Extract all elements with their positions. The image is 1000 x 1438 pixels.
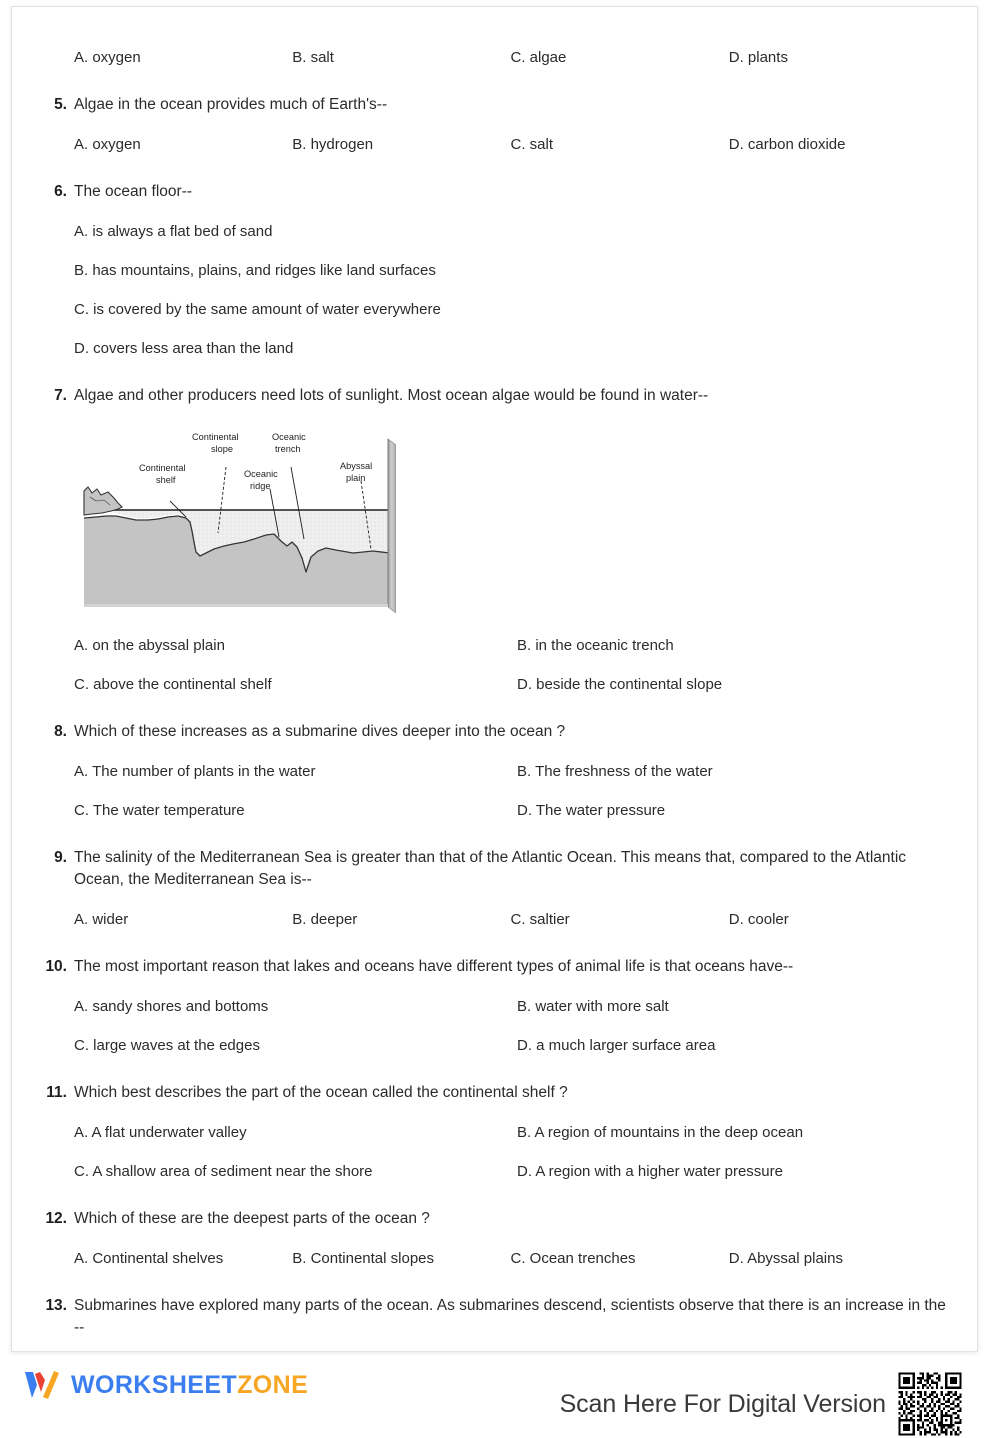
question-text: Algae in the ocean provides much of Earth's-- <box>74 96 388 113</box>
option-c[interactable]: C. salt <box>510 136 554 153</box>
question-text: Which best describes the part of the ocean called the continental shelf ? <box>74 1084 568 1101</box>
question-row <box>42 956 947 978</box>
leader-continental-shelf <box>170 501 186 517</box>
question-block-11 <box>42 1082 947 1182</box>
diagram-bottom-band <box>84 604 388 607</box>
option-a[interactable]: A. is always a flat bed of sand <box>74 223 273 240</box>
question-number: 10. <box>45 958 67 975</box>
question-number: 5. <box>54 96 67 113</box>
worksheet-zone-logo[interactable] <box>23 1368 308 1402</box>
label-oceanic-trench-line1: Oceanic <box>272 432 306 442</box>
ocean-floor-diagram <box>78 421 396 617</box>
question-block-4-options <box>42 47 947 68</box>
question-text: Algae and other producers need lots of sunlight. Most ocean algae would be found in water-- <box>74 387 709 404</box>
worksheet-page <box>11 6 978 1352</box>
option-b[interactable]: B. deeper <box>292 911 358 928</box>
option-c[interactable]: C. A shallow area of sediment near the shore <box>74 1163 373 1180</box>
option-d[interactable]: D. beside the continental slope <box>517 676 723 693</box>
question-number: 9. <box>54 849 67 866</box>
option-d[interactable]: D. The water pressure <box>517 802 666 819</box>
options-grid <box>42 996 947 1056</box>
options-row <box>74 761 947 782</box>
question-block-9 <box>42 847 947 930</box>
label-continental-slope-line1: Continental <box>192 432 239 442</box>
question-block-5 <box>42 94 947 155</box>
diagram-edge-panel <box>388 439 396 613</box>
options-row <box>74 1161 947 1182</box>
question-row <box>42 1295 947 1339</box>
option-a[interactable]: A. oxygen <box>74 49 141 66</box>
label-abyssal-plain-line2: plain <box>346 473 366 483</box>
option-c[interactable]: C. The water temperature <box>74 802 245 819</box>
question-block-8 <box>42 721 947 821</box>
option-a[interactable]: A. Continental shelves <box>74 1250 224 1267</box>
question-text: Which of these increases as a submarine dives deeper into the ocean ? <box>74 723 566 740</box>
qr-code[interactable] <box>896 1370 964 1438</box>
option-b[interactable]: B. A region of mountains in the deep ocean <box>517 1124 804 1141</box>
worksheet-zone-logo-icon <box>23 1368 63 1402</box>
worksheet-content <box>12 7 977 1349</box>
option-c[interactable]: C. above the continental shelf <box>74 676 272 693</box>
option-a[interactable]: A. wider <box>74 911 129 928</box>
option-d[interactable]: D. A region with a higher water pressure <box>517 1163 783 1180</box>
question-block-6 <box>42 181 947 359</box>
question-number: 8. <box>54 723 67 740</box>
scan-digital-version <box>560 1370 964 1438</box>
options-row <box>74 1122 947 1143</box>
option-a[interactable]: A. oxygen <box>74 136 141 153</box>
option-d[interactable]: D. covers less area than the land <box>74 340 294 357</box>
question-row <box>42 1082 947 1104</box>
question-number: 11. <box>46 1084 67 1101</box>
options-row <box>74 1035 947 1056</box>
label-abyssal-plain-line1: Abyssal <box>340 461 373 471</box>
option-a[interactable]: A. sandy shores and bottoms <box>74 998 269 1015</box>
options-row <box>74 996 947 1017</box>
ocean-floor-diagram-svg <box>78 421 396 617</box>
scan-instruction-text: Scan Here For Digital Version <box>559 1389 886 1418</box>
label-continental-shelf-line1: Continental <box>139 463 186 473</box>
option-c[interactable]: C. saltier <box>510 911 570 928</box>
option-a[interactable]: A. The number of plants in the water <box>74 763 316 780</box>
ocean-floor-diagram-wrapper <box>42 421 947 617</box>
question-block-7 <box>42 385 947 695</box>
options-row <box>42 909 947 930</box>
logo-wordmark <box>71 1371 308 1400</box>
question-row <box>42 385 947 407</box>
question-text: The salinity of the Mediterranean Sea is greater than that of the Atlantic Ocean. This means that, compared to the Atlantic Ocean, the Mediterranean Sea is-- <box>74 849 907 888</box>
question-text: Which of these are the deepest parts of the ocean ? <box>74 1210 430 1227</box>
question-number: 13. <box>45 1297 67 1314</box>
option-d[interactable]: D. carbon dioxide <box>728 136 846 153</box>
question-block-13 <box>42 1295 947 1339</box>
label-oceanic-ridge-line1: Oceanic <box>244 469 278 479</box>
question-text: Submarines have explored many parts of the ocean. As submarines descend, scientists observe that there is an increase in the -- <box>74 1297 946 1336</box>
options-row <box>42 1248 947 1269</box>
label-continental-shelf-line2: shelf <box>156 475 176 485</box>
option-b[interactable]: B. water with more salt <box>517 998 669 1015</box>
option-b[interactable]: B. hydrogen <box>292 136 374 153</box>
question-number: 6. <box>54 183 67 200</box>
option-d[interactable]: D. plants <box>728 49 788 66</box>
question-text: The most important reason that lakes and oceans have different types of animal life is that oceans have-- <box>74 958 794 975</box>
option-c[interactable]: C. Ocean trenches <box>510 1250 636 1267</box>
option-b[interactable]: B. in the oceanic trench <box>517 637 674 654</box>
option-c[interactable]: C. is covered by the same amount of water everywhere <box>74 301 441 318</box>
question-row <box>42 847 947 891</box>
option-a[interactable]: A. on the abyssal plain <box>74 637 225 654</box>
options-grid <box>42 635 947 695</box>
options-grid <box>42 1122 947 1182</box>
option-c[interactable]: C. algae <box>510 49 567 66</box>
option-d[interactable]: D. Abyssal plains <box>728 1250 843 1267</box>
question-block-12 <box>42 1208 947 1269</box>
logo-text-zone: ZONE <box>237 1370 309 1399</box>
question-number: 7. <box>54 387 67 404</box>
options-list <box>42 221 947 359</box>
question-text: The ocean floor-- <box>74 183 193 200</box>
options-row <box>42 47 947 68</box>
option-b[interactable]: B. has mountains, plains, and ridges like land surfaces <box>74 262 436 279</box>
question-row <box>42 1208 947 1230</box>
option-a[interactable]: A. A flat underwater valley <box>74 1124 247 1141</box>
label-oceanic-ridge-line2: ridge <box>250 481 271 491</box>
question-row <box>42 181 947 203</box>
options-grid <box>42 761 947 821</box>
option-b[interactable]: B. Continental slopes <box>292 1250 435 1267</box>
logo-text-worksheet: WORKSHEET <box>71 1370 238 1399</box>
question-row <box>42 721 947 743</box>
option-b[interactable]: B. The freshness of the water <box>517 763 713 780</box>
label-oceanic-trench-line2: trench <box>275 444 301 454</box>
options-row <box>74 635 947 656</box>
question-row <box>42 94 947 116</box>
options-row <box>74 800 947 821</box>
option-d[interactable]: D. a much larger surface area <box>517 1037 716 1054</box>
options-row <box>42 134 947 155</box>
label-continental-slope-line2: slope <box>211 444 233 454</box>
page-footer <box>11 1356 978 1418</box>
question-block-10 <box>42 956 947 1056</box>
option-b[interactable]: B. salt <box>292 49 334 66</box>
option-d[interactable]: D. cooler <box>728 911 789 928</box>
options-row <box>74 674 947 695</box>
option-c[interactable]: C. large waves at the edges <box>74 1037 260 1054</box>
question-number: 12. <box>45 1210 67 1227</box>
